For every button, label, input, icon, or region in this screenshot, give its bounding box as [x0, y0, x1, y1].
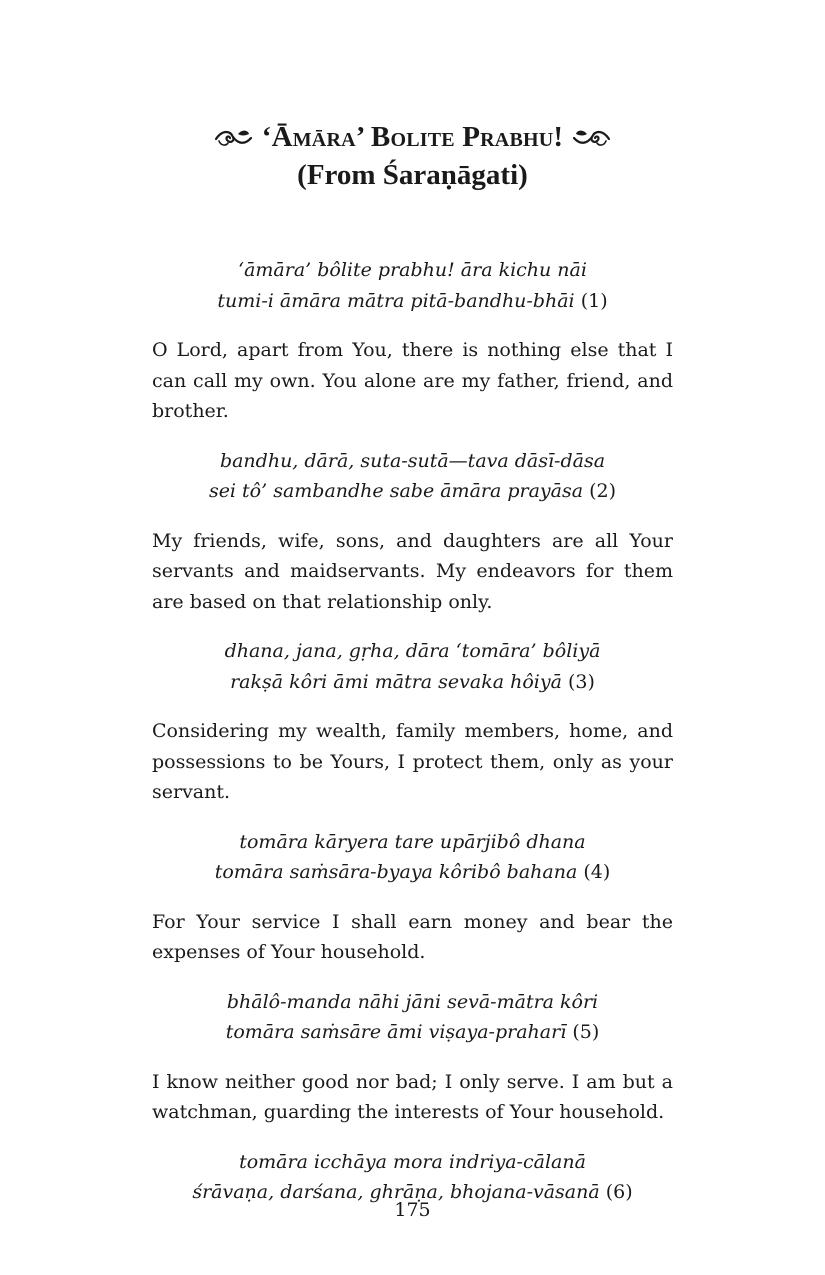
translation-paragraph: My friends, wife, sons, and daughters are all Your servants and maidservants. My endeavors for them are based on that relationship only.	[152, 529, 673, 613]
song-body	[152, 255, 673, 1208]
verse-line: ‘āmāra’ bôlite prabhu! āra kichu nāi	[238, 259, 587, 281]
verse-line	[152, 857, 673, 888]
translation-paragraph: Considering my wealth, family members, home, and possessions to be Yours, I protect them, only as your servant.	[152, 720, 673, 803]
verse-line	[152, 667, 673, 698]
verse-number: (1)	[580, 289, 608, 312]
verse-text: śrāvaṇa, darśana, ghrāṇa, bhojana-vāsanā	[192, 1181, 600, 1203]
verse-line	[152, 286, 673, 317]
verse-text: tomāra saṁsāre āmi viṣaya-praharī	[225, 1021, 567, 1043]
verse-line: dhana, jana, gṛha, dāra ‘tomāra’ bôliyā	[224, 640, 601, 662]
verse-number: (6)	[605, 1181, 633, 1203]
page-number: 175	[394, 1199, 431, 1221]
verse-line: bhālô-manda nāhi jāni sevā-mātra kôri	[226, 990, 599, 1013]
verse-text: tumi-i āmāra mātra pitā-bandhu-bhāi	[217, 289, 575, 312]
song-title: ‘Āmāra’ Bolite Prabhu!	[261, 121, 564, 153]
stanza-2	[152, 446, 673, 618]
verse-number: (5)	[572, 1021, 600, 1043]
verse-line: tomāra icchāya mora indriya-cālanā	[239, 1150, 586, 1173]
verse-text: sei tô’ sambandhe sabe āmāra prayāsa	[208, 480, 584, 502]
verse-line	[152, 1017, 673, 1048]
verse-number: (2)	[589, 480, 617, 502]
fleuron-icon	[214, 128, 254, 148]
translation-paragraph: I know neither good nor bad; I only serve. I am but a watchman, guarding the interests of Your household.	[152, 1070, 673, 1123]
translation-paragraph: For Your service I shall earn money and bear the expenses of Your household.	[152, 910, 673, 963]
verse-number: (3)	[567, 670, 595, 693]
verse-line: tomāra kāryera tare upārjibô dhana	[239, 830, 586, 853]
book-page	[152, 0, 673, 1275]
verse-text: tomāra saṁsāra-byaya kôribô bahana	[214, 861, 578, 883]
verse-text: rakṣā kôri āmi mātra sevaka hôiyā	[230, 670, 562, 693]
stanza-3	[152, 636, 673, 808]
verse-number: (4)	[583, 861, 611, 883]
song-title-line	[152, 118, 673, 156]
song-heading	[152, 118, 673, 194]
translation-paragraph: O Lord, apart from You, there is nothing else that I can call my own. You alone are my father, friend, and brother.	[152, 339, 673, 422]
fleuron-icon	[571, 128, 611, 148]
stanza-5	[152, 987, 673, 1128]
song-subtitle: (From Śaraṇāgati)	[297, 159, 528, 191]
stanza-4	[152, 827, 673, 968]
verse-line: bandhu, dārā, suta-sutā—tava dāsī-dāsa	[219, 449, 606, 472]
verse-line	[152, 476, 673, 507]
stanza-1	[152, 255, 673, 427]
